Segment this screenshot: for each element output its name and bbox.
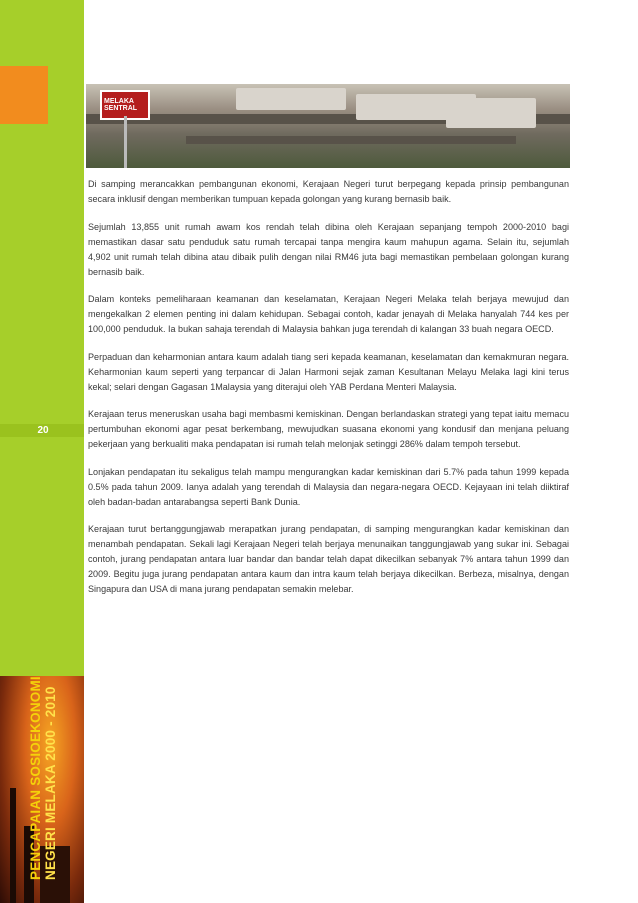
paragraph: Sejumlah 13,855 unit rumah awam kos rendah telah dibina oleh Kerajaan sepanjang tempoh 2000-2010 bagi memastikan dasar satu penduduk satu rumah tercapai tanpa mengira kaum mahupun agama. Selain itu, sejumlah 4,902 unit rumah telah dibina atau dibaik pulih dengan nilai RM46 juta bagi memastikan pembelaan golongan kurang bernasib baik. — [88, 221, 569, 277]
paragraph: Di samping merancakkan pembangunan ekonomi, Kerajaan Negeri turut berpegang kepada prinsip pembangunan secara inklusif dengan memberikan tumpuan kepada golongan yang kurang bernasib baik. — [88, 179, 569, 204]
vertical-title-line1: PENCAPAIAN SOSIOEKONOMI — [28, 676, 43, 880]
paragraph: Perpaduan dan keharmonian antara kaum adalah tiang seri kepada keamanan, keselamatan dan kemakmuran negara. Keharmonian kaum seperti yang terpancar di Jalan Harmoni sejak zaman Kesultanan Melayu Melaka lagi kini terus kekal; selari dengan Gagasan 1Malaysia yang diterajui oleh YAB Perdana Menteri Malaysia. — [88, 351, 569, 392]
terminal-roof — [236, 88, 346, 110]
terminal-roof — [446, 98, 536, 128]
bus-terminal-photo — [86, 84, 570, 168]
tower-silhouette — [10, 788, 16, 903]
sign-pole — [124, 116, 127, 168]
paragraph: Kerajaan turut bertanggungjawab merapatkan jurang pendapatan, di samping mengurangkan kadar kemiskinan dan menambah pendapatan. Sekali lagi Kerajaan Negeri telah berjaya menunaikan tanggungjawab yang sukar ini. Sebagai contoh, jurang pendapatan antara luar bandar dan bandar telah dapat dikecilkan sebanyak 7% antara tahun 1999 dan 2009. Begitu juga jurang pendapatan antara kaum dan intra kaum telah berjaya dikecilkan. Berbeza, misalnya, dengan Singapura dan USA di mana jurang pendapatan semakin melebar. — [88, 524, 569, 594]
orange-accent-block — [0, 66, 48, 124]
page-number-bar — [0, 424, 84, 437]
vertical-title — [28, 660, 58, 880]
body-text — [88, 177, 569, 610]
sign-text: MELAKA SENTRAL — [104, 98, 138, 112]
paragraph: Kerajaan terus meneruskan usaha bagi membasmi kemiskinan. Dengan berlandaskan strategi yang tepat iaitu memacu pertumbuhan ekonomi agar pesat berkembang, mewujudkan suasana ekonomi yang kondusif dan menjana peluang pekerjaan yang berkualiti maka pendapatan isi rumah telah melonjak setinggi 286% dalam tempoh tersebut. — [88, 409, 569, 449]
page-number: 20 — [37, 425, 49, 436]
vertical-title-line2: NEGERI MELAKA 2000 - 2010 — [43, 686, 58, 880]
road — [186, 136, 516, 144]
paragraph: Dalam konteks pemeliharaan keamanan dan keselamatan, Kerajaan Negeri Melaka telah berjaya mewujud dan mengekalkan 2 elemen penting ini dalam kehidupan. Sebagai contoh, kadar jenayah di Melaka hanyalah 744 kes per 100,000 penduduk. Ia bukan sahaja terendah di Malaysia bahkan juga terendah di kalangan 33 buah negara OECD. — [88, 294, 569, 334]
paragraph: Lonjakan pendapatan itu sekaligus telah mampu mengurangkan kadar kemiskinan dari 5.7% pada tahun 1999 kepada 0.5% pada tahun 2009. Ianya adalah yang terendah di Malaysia dan negara-negara OECD. Kejayaan ini telah diiktiraf oleh badan-badan antarabangsa seperti Bank Dunia. — [88, 466, 569, 507]
sidebar — [0, 0, 84, 903]
